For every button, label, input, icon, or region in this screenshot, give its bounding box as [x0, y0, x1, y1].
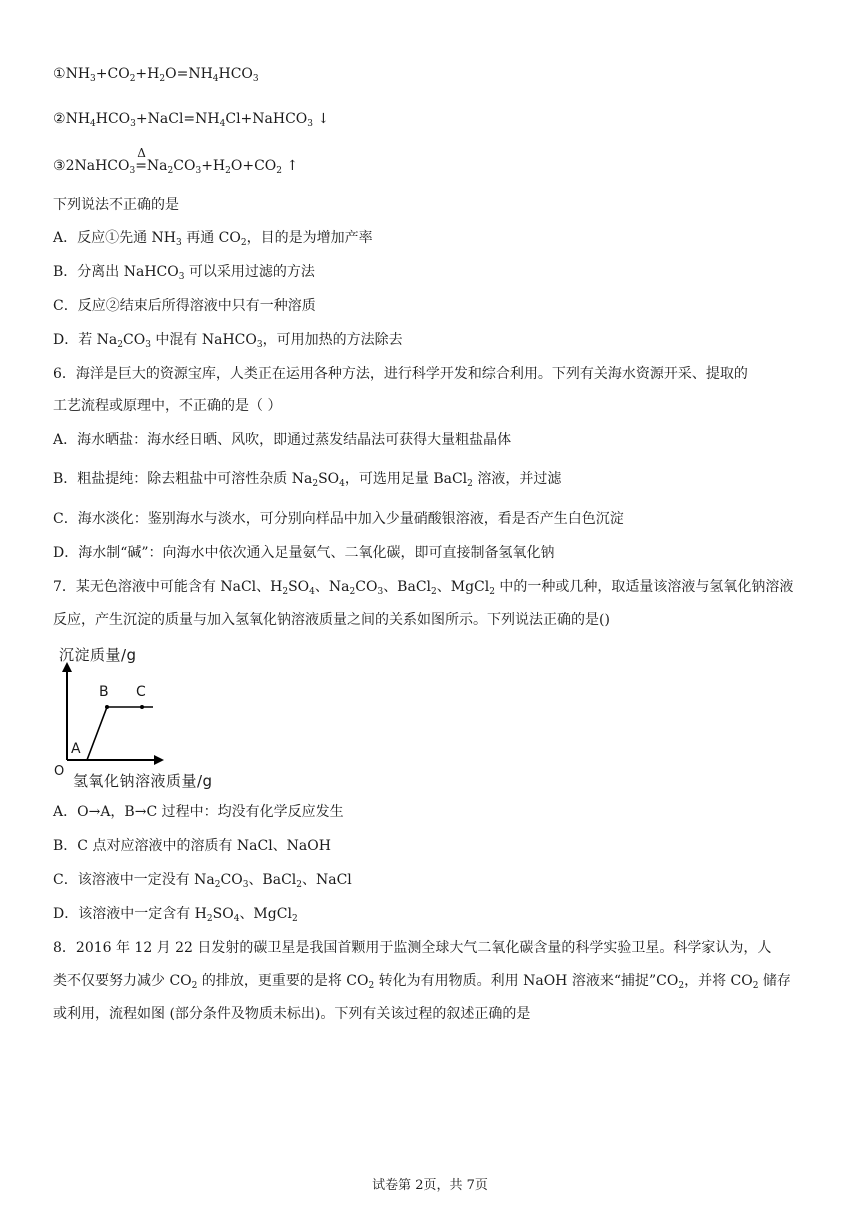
q7-option-d: D．该溶液中一定含有 $H_2SO_4$、MgCl$_2$ — [53, 906, 298, 924]
equation-1: $①NH_3+CO_2+H_2O=NH_4HCO_3$ — [53, 66, 259, 84]
x-axis-label: 氢氧化钠溶液质量/g — [73, 772, 213, 790]
point-c-label: C — [136, 684, 146, 700]
q7-stem-line-1: 7．某无色溶液中可能含有 NaCl、$H_2SO_4$、$Na_2CO_3$、BaCl$_2$、MgCl$_2$ 中的一种或几种，取适量该溶液与氢氧化钠溶液 — [53, 579, 794, 597]
origin-label: O — [54, 764, 65, 779]
q6-stem-line-1: 6．海洋是巨大的资源宝库，人类正在运用各种方法，进行科学开发和综合利用。下列有关海水资源开采、提取的 — [53, 366, 748, 382]
q6-option-d: D．海水制“碱”：向海水中依次通入足量氨气、二氧化碳，即可直接制备氢氧化钠 — [53, 545, 555, 561]
q8-line-3: 或利用，流程如图 (部分条件及物质未标出)。下列有关该过程的叙述正确的是 — [53, 1006, 531, 1022]
gas-arrow-icon: ↑ — [282, 158, 299, 174]
point-b-label: B — [99, 684, 109, 700]
x-axis-arrow-icon — [154, 755, 164, 765]
q6-option-c: C．海水淡化：鉴别海水与淡水，可分别向样品中加入少量硝酸银溶液，看是否产生白色沉淀 — [53, 511, 624, 527]
equation-2: $②NH_4HCO_3+NaCl=NH_4Cl+NaHCO_3$ ↓ — [53, 111, 330, 129]
q5-stem: 下列说法不正确的是 — [53, 197, 179, 213]
q7-option-c: C．该溶液中一定没有 $Na_2CO_3$、BaCl$_2$、NaCl — [53, 872, 352, 890]
q6-option-a: A．海水晒盐：海水经日晒、风吹，即通过蒸发结晶法可获得大量粗盐晶体 — [53, 432, 512, 448]
equation-3: ③2NaHCO$_3$ Δ $=Na_2CO_3+H_2O+CO_2$ ↑ — [53, 156, 812, 176]
q5-option-d: D．若 $Na_2CO_3$ 中混有 NaHCO$_3$，可用加热的方法除去 — [53, 332, 403, 350]
precipitate-graph — [50, 640, 250, 800]
y-axis-label: 沉淀质量/g — [59, 646, 137, 664]
point-b-marker — [105, 705, 109, 709]
eq-number: ① — [53, 66, 66, 82]
heat-delta-symbol: Δ — [137, 146, 146, 160]
q5-option-a: A．反应①先通 $NH_3$ 再通 $CO_2$，目的是为增加产率 — [53, 230, 373, 248]
point-c-marker — [140, 705, 144, 709]
eq-number: ② — [53, 111, 66, 127]
q6-stem-line-2: 工艺流程或原理中，不正确的是（ ） — [53, 398, 282, 414]
q7-option-b: B．C 点对应溶液中的溶质有 NaCl、NaOH — [53, 838, 331, 854]
q7-option-a: A．O→A，B→C 过程中：均没有化学反应发生 — [53, 804, 344, 820]
q5-option-b: B．分离出 NaHCO$_3$ 可以采用过滤的方法 — [53, 264, 315, 282]
q5-option-c: C．反应②结束后所得溶液中只有一种溶质 — [53, 298, 316, 314]
line-a-to-b — [87, 707, 107, 760]
q8-line-2: 类不仅要努力减少 $CO_2$ 的排放，更重要的是将 $CO_2$ 转化为有用物质。利用 NaOH 溶液来“捕捉$”CO_2$，并将 $CO_2$ 储存 — [53, 973, 791, 991]
eq-number: ③ — [53, 158, 66, 174]
point-a-label: A — [71, 741, 81, 757]
page-footer: 试卷第 2页，共 7页 — [372, 1178, 488, 1193]
q8-line-1: 8．2016 年 12 月 22 日发射的碳卫星是我国首颗用于监测全球大气二氧化碳含量的科学实验卫星。科学家认为，人 — [53, 940, 772, 956]
q6-option-b: B．粗盐提纯：除去粗盐中可溶性杂质 $Na_2SO_4$，可选用足量 BaCl$_2$ 溶液，并过滤 — [53, 471, 562, 489]
precipitate-arrow-icon: ↓ — [313, 111, 330, 127]
q7-stem-line-2: 反应，产生沉淀的质量与加入氢氧化钠溶液质量之间的关系如图所示。下列说法正确的是() — [53, 612, 610, 628]
